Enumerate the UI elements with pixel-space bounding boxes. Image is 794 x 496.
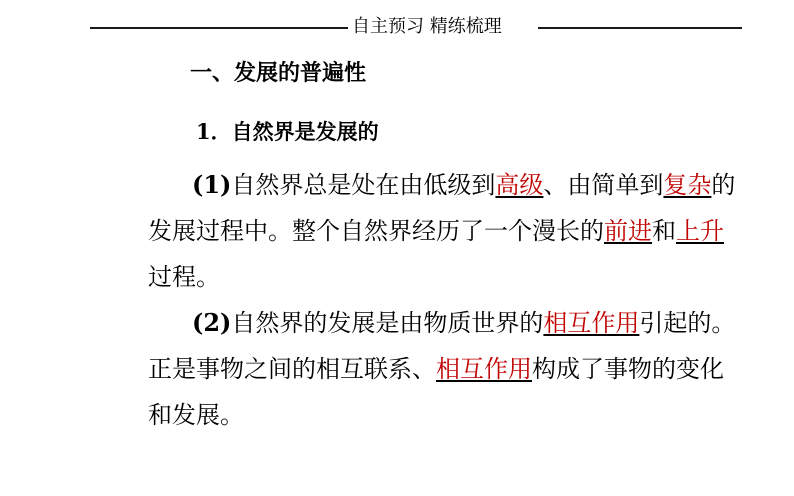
header-bar bbox=[0, 0, 794, 48]
answer-blank: 相互作用 bbox=[436, 355, 532, 383]
header-rule-right bbox=[538, 27, 742, 29]
text-segment: 和 bbox=[652, 217, 676, 245]
text-segment: 构成了事物的变化 bbox=[532, 355, 724, 383]
section-title: 一、发展的普遍性 bbox=[190, 60, 367, 86]
subsection-title: 1．自然界是发展的 bbox=[196, 119, 379, 144]
answer-blank: 复杂 bbox=[663, 171, 712, 199]
paragraph-1-line-2 bbox=[148, 208, 748, 254]
paragraph-2 bbox=[148, 300, 748, 438]
text-segment: 发展过程中。整个自然界经历了一个漫长的 bbox=[148, 217, 604, 245]
answer-blank: 上升 bbox=[676, 217, 724, 245]
header-rule-left bbox=[90, 27, 348, 29]
text-segment: 过程。 bbox=[148, 263, 220, 291]
item-number: (1) bbox=[192, 170, 232, 199]
text-segment: 和发展。 bbox=[148, 401, 244, 429]
answer-blank: 高级 bbox=[495, 171, 544, 199]
text-segment: 引起的。 bbox=[639, 309, 736, 337]
paragraph-2-line-3 bbox=[148, 392, 748, 438]
text-segment: 自然界的发展是由物质世界的 bbox=[231, 309, 544, 337]
text-segment: 的 bbox=[711, 171, 736, 199]
text-segment: 正是事物之间的相互联系、 bbox=[148, 355, 436, 383]
paragraph-2-line-1 bbox=[148, 300, 748, 346]
item-number: (2) bbox=[192, 308, 232, 337]
answer-blank: 相互作用 bbox=[543, 309, 640, 337]
paragraph-1 bbox=[148, 162, 748, 300]
paragraph-1-line-1 bbox=[148, 162, 748, 208]
header-title: 自主预习 精练梳理 bbox=[352, 16, 502, 37]
text-segment: 、由简单到 bbox=[543, 171, 664, 199]
paragraph-1-line-3 bbox=[148, 254, 748, 300]
answer-blank: 前进 bbox=[604, 217, 652, 245]
text-segment: 自然界总是处在由低级到 bbox=[231, 171, 496, 199]
paragraph-2-line-2 bbox=[148, 346, 748, 392]
